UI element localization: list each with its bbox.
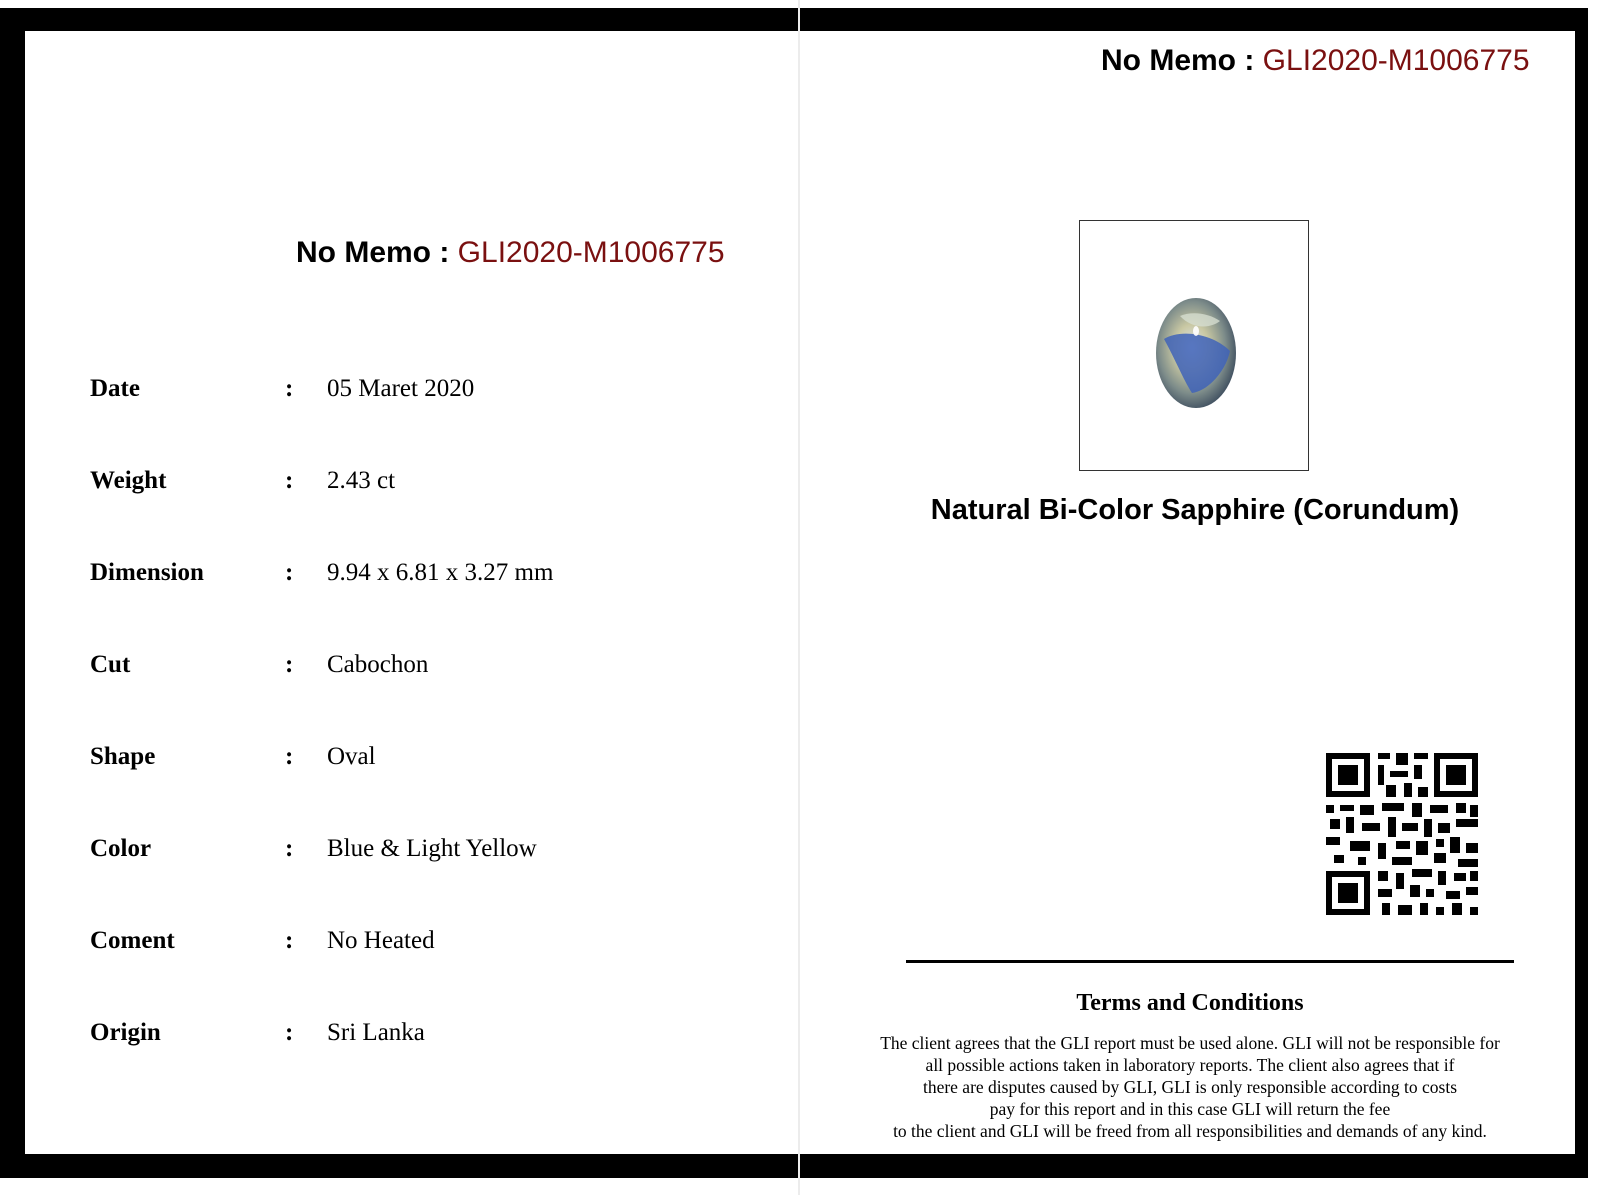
memo-heading-right xyxy=(1101,44,1530,78)
terms-line: The client agrees that the GLI report must be used alone. GLI will not be responsible for xyxy=(880,1033,1500,1053)
detail-value: Blue & Light Yellow xyxy=(327,835,537,862)
memo-heading-left xyxy=(296,236,725,270)
detail-key: Shape xyxy=(90,743,156,770)
terms-line: all possible actions taken in laboratory reports. The client also agrees that if xyxy=(925,1055,1455,1075)
page-fold-divider xyxy=(798,0,800,1195)
detail-key: Color xyxy=(90,835,152,862)
detail-key: Coment xyxy=(90,927,175,954)
detail-value: No Heated xyxy=(327,927,435,954)
detail-separator: : xyxy=(285,927,294,954)
detail-separator: : xyxy=(285,835,294,862)
terms-line: pay for this report and in this case GLI will return the fee xyxy=(989,1099,1391,1119)
detail-value: Sri Lanka xyxy=(327,1019,425,1046)
memo-label: No Memo : xyxy=(296,236,450,269)
detail-key: Weight xyxy=(90,467,167,494)
detail-key: Origin xyxy=(90,1019,161,1046)
gemstone-photo-frame xyxy=(1079,220,1309,471)
memo-number: GLI2020-M1006775 xyxy=(457,236,725,269)
detail-separator: : xyxy=(285,467,294,494)
detail-value: 2.43 ct xyxy=(327,467,396,494)
gemstone-highlight xyxy=(1193,326,1199,336)
detail-value: Oval xyxy=(327,743,376,770)
gemstone-photo xyxy=(1080,221,1310,472)
detail-value: Cabochon xyxy=(327,651,429,678)
terms-body xyxy=(840,1032,1540,1142)
certificate-page xyxy=(25,31,1575,1154)
detail-separator: : xyxy=(285,651,294,678)
detail-separator: : xyxy=(285,1019,294,1046)
terms-title: Terms and Conditions xyxy=(1076,990,1304,1016)
detail-separator: : xyxy=(285,375,294,402)
qr-code[interactable] xyxy=(1326,753,1478,915)
terms-divider xyxy=(906,960,1514,963)
detail-key: Date xyxy=(90,375,140,402)
terms-line: there are disputes caused by GLI, GLI is only responsible according to costs xyxy=(922,1077,1458,1097)
detail-key: Cut xyxy=(90,651,131,678)
detail-value: 9.94 x 6.81 x 3.27 mm xyxy=(327,559,554,586)
gemstone-identification: Natural Bi-Color Sapphire (Corundum) xyxy=(930,494,1460,526)
terms-line: to the client and GLI will be freed from all responsibilities and demands of any kind. xyxy=(893,1121,1487,1141)
detail-value: 05 Maret 2020 xyxy=(327,375,475,402)
memo-number: GLI2020-M1006775 xyxy=(1262,44,1530,77)
detail-separator: : xyxy=(285,743,294,770)
detail-separator: : xyxy=(285,559,294,586)
memo-label: No Memo : xyxy=(1101,44,1255,77)
detail-key: Dimension xyxy=(90,559,204,586)
